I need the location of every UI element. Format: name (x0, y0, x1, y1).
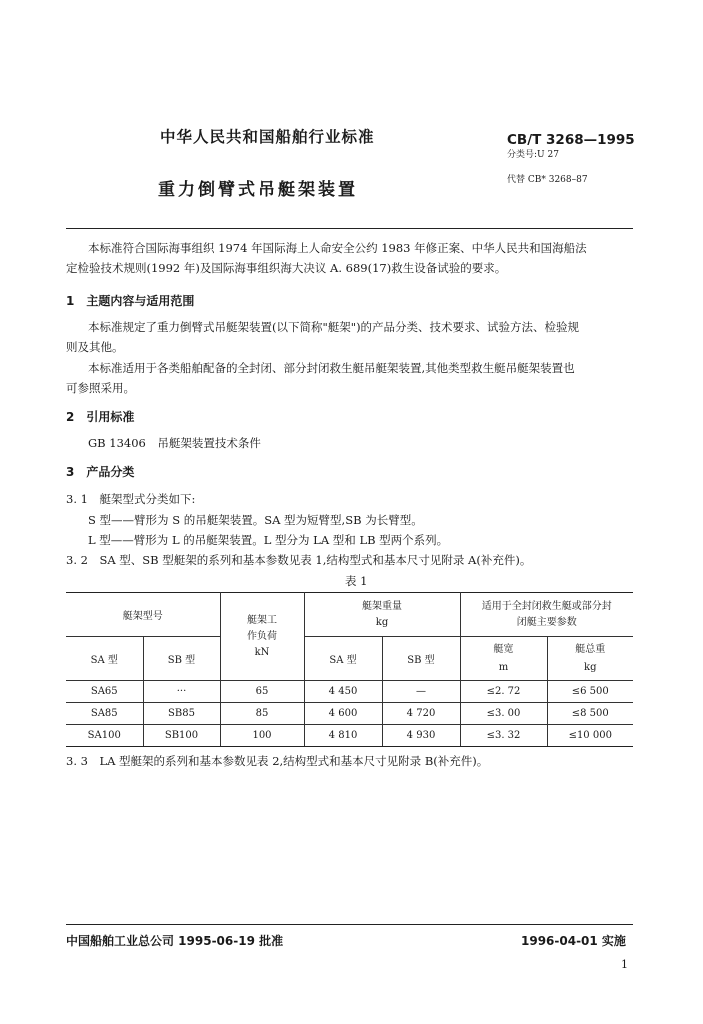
page-number: 1 (621, 958, 628, 971)
cell-width: ≤3. 00 (460, 703, 547, 725)
cell-sa: SA65 (66, 681, 143, 703)
table-row (66, 725, 633, 747)
header-boat-params (460, 593, 633, 637)
cell-sa: SA85 (66, 703, 143, 725)
cell-weight-sa: 4 810 (304, 725, 382, 747)
header-boat-width (460, 637, 547, 681)
cell-weight-sb: — (382, 681, 460, 703)
header-boat-total (547, 637, 633, 681)
reference-standard: GB 13406 吊艇架装置技术条件 (88, 436, 261, 450)
cell-weight-sb: 4 930 (382, 725, 460, 747)
header-sa-type: SA 型 (66, 637, 143, 681)
cell-weight-sb: 4 720 (382, 703, 460, 725)
cell-weight-sa: 4 450 (304, 681, 382, 703)
document-title: 重力倒臂式吊艇架装置 (158, 180, 358, 200)
header-weight-sa: SA 型 (304, 637, 382, 681)
clause-3-3: 3. 3 LA 型艇架的系列和基本参数见表 2,结构型式和基本尺寸见附录 B(补充件)。 (66, 754, 489, 768)
table-row (66, 681, 633, 703)
cell-load: 100 (220, 725, 304, 747)
header-boat-total-label: 艇总重 (575, 643, 606, 655)
cell-weight-sa: 4 600 (304, 703, 382, 725)
header-boat-total-unit: kg (584, 661, 597, 673)
section-2-heading: 2 引用标准 (66, 410, 135, 424)
clause-3-1-s-type: S 型——臂形为 S 的吊艇架装置。SA 型为短臂型,SB 为长臂型。 (88, 513, 423, 527)
header-boat-params-label: 适用于全封闭救生艇或部分封闭艇主要参数 (481, 600, 612, 628)
cell-sb: ··· (143, 681, 220, 703)
cell-total: ≤8 500 (547, 703, 633, 725)
section-1-p1-line1: 本标准规定了重力倒臂式吊艇架装置(以下简称"艇架")的产品分类、技术要求、试验方法、检验规 (88, 320, 580, 334)
cell-width: ≤3. 32 (460, 725, 547, 747)
header-working-load-label: 艇架工作负荷 (247, 614, 277, 642)
table-caption: 表 1 (345, 574, 368, 588)
header-model: 艇架型号 (66, 593, 220, 637)
classification-number: 分类号:U 27 (507, 150, 559, 160)
standard-category: 中华人民共和国船舶行业标准 (160, 128, 375, 146)
replaces-standard: 代替 CB* 3268–87 (507, 175, 588, 185)
clause-3-2: 3. 2 SA 型、SB 型艇架的系列和基本参数见表 1,结构型式和基本尺寸见附录 A(补充件)。 (66, 553, 532, 567)
header-weight-sb: SB 型 (382, 637, 460, 681)
table-row (66, 703, 633, 725)
section-1-p2-line1: 本标准适用于各类船舶配备的全封闭、部分封闭救生艇吊艇架装置,其他类型救生艇吊艇架装置也 (88, 361, 575, 375)
header-davit-weight-unit: kg (375, 616, 389, 628)
footer-rule (66, 924, 633, 925)
cell-total: ≤6 500 (547, 681, 633, 703)
intro-line-2: 定检验技术规则(1992 年)及国际海事组织海大决议 A. 689(17)救生设备试验的要求。 (66, 261, 507, 275)
clause-3-1: 3. 1 艇架型式分类如下: (66, 492, 196, 506)
standard-number: CB/T 3268—1995 (507, 132, 635, 148)
header-working-load (220, 593, 304, 681)
clause-3-1-l-type: L 型——臂形为 L 的吊艇架装置。L 型分为 LA 型和 LB 型两个系列。 (88, 533, 449, 547)
cell-load: 65 (220, 681, 304, 703)
cell-sa: SA100 (66, 725, 143, 747)
effective-date: 1996-04-01 实施 (521, 934, 626, 948)
cell-total: ≤10 000 (547, 725, 633, 747)
parameters-table (66, 592, 633, 747)
cell-sb: SB100 (143, 725, 220, 747)
header-rule (66, 228, 633, 229)
header-working-load-unit: kN (254, 646, 270, 658)
header-boat-width-label: 艇宽 (493, 643, 514, 655)
approval-note: 中国船舶工业总公司 1995-06-19 批准 (66, 934, 284, 948)
cell-width: ≤2. 72 (460, 681, 547, 703)
section-1-heading: 1 主题内容与适用范围 (66, 294, 195, 308)
header-sb-type: SB 型 (143, 637, 220, 681)
intro-line-1: 本标准符合国际海事组织 1974 年国际海上人命安全公约 1983 年修正案、中华人民共和国海船法 (88, 241, 587, 255)
cell-load: 85 (220, 703, 304, 725)
header-davit-weight (304, 593, 460, 637)
section-3-heading: 3 产品分类 (66, 465, 135, 479)
section-1-p1-line2: 则及其他。 (66, 340, 124, 354)
section-1-p2-line2: 可参照采用。 (66, 381, 135, 395)
cell-sb: SB85 (143, 703, 220, 725)
header-boat-width-unit: m (498, 661, 509, 673)
header-davit-weight-label: 艇架重量 (362, 600, 402, 612)
